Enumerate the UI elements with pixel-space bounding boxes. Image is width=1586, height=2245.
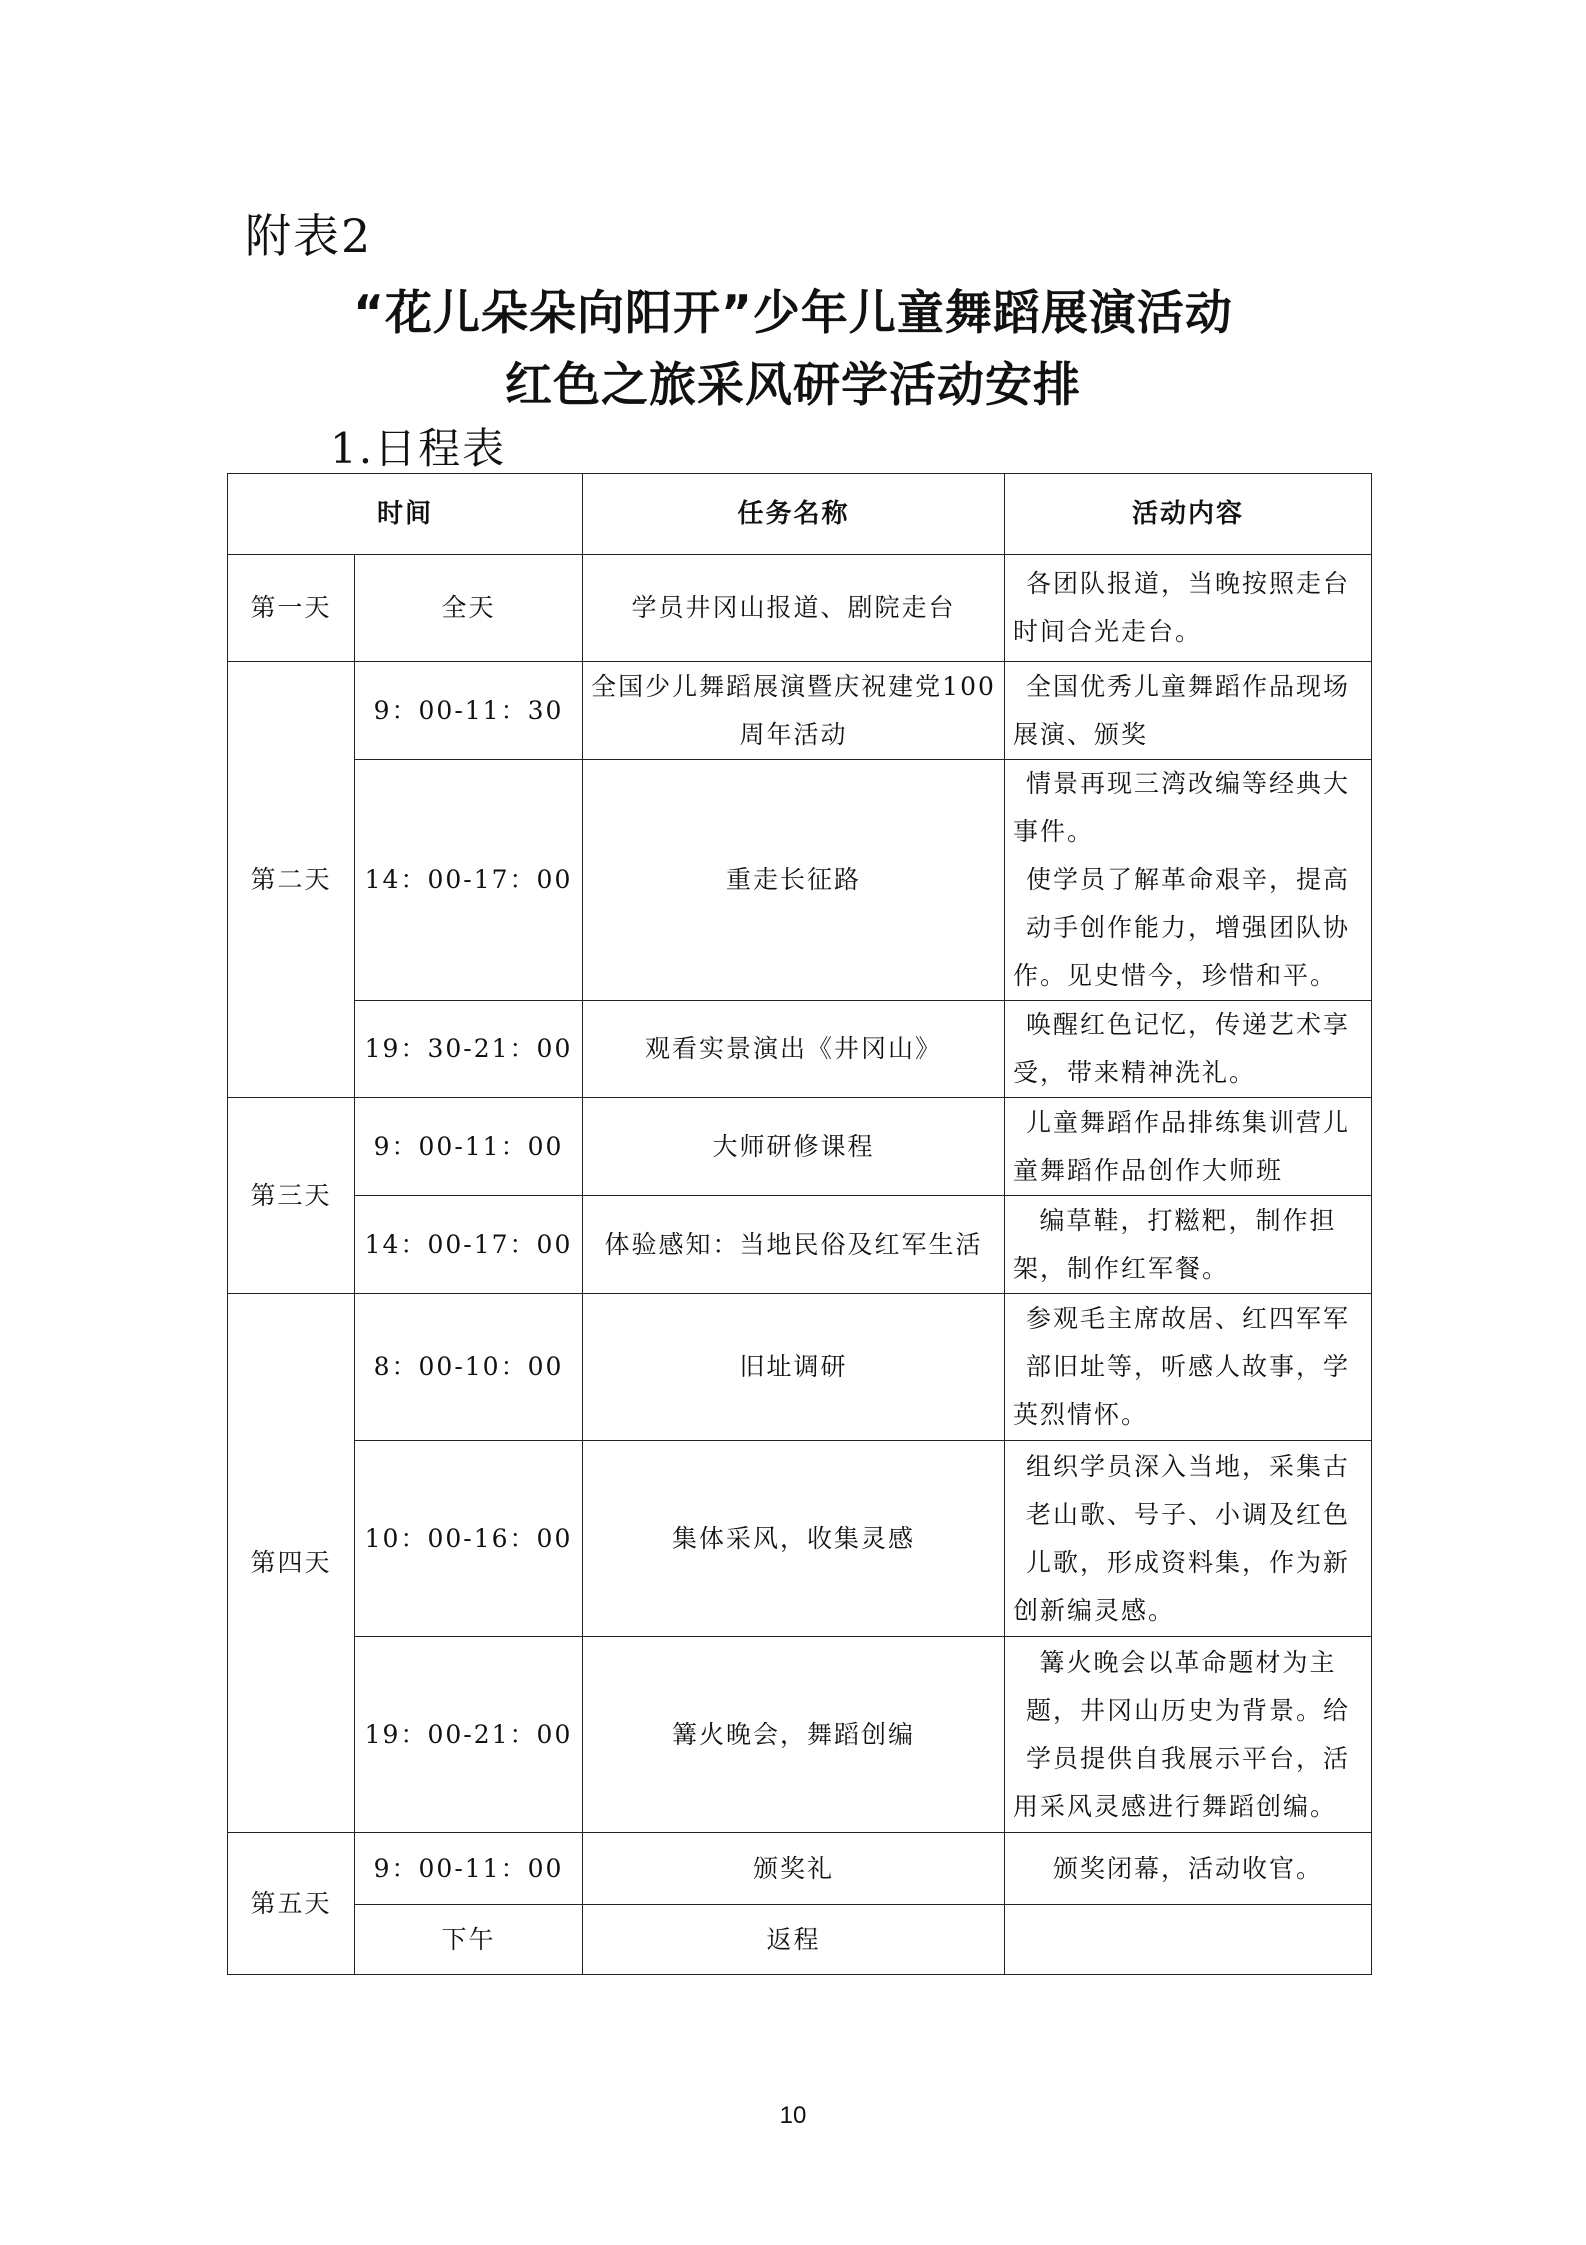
task-cell: 全国少儿舞蹈展演暨庆祝建党100周年活动 [583,662,1005,760]
day-label: 第一天 [228,555,355,662]
content-paragraph: 情景再现三湾改编等经典大事件。 [1013,769,1351,846]
content-cell: 各团队报道，当晚按照走台时间合光走台。 [1005,555,1372,662]
page-number: 10 [779,2102,807,2129]
task-cell: 返程 [583,1905,1005,1975]
task-cell: 学员井冈山报道、剧院走台 [583,555,1005,662]
table-row [228,1905,1372,1975]
time-cell: 下午 [355,1905,583,1975]
time-cell: 14：00-17：00 [355,760,583,1001]
header-time: 时间 [228,474,583,555]
task-cell: 篝火晚会，舞蹈创编 [583,1637,1005,1833]
content-cell: 编草鞋，打糍粑，制作担架，制作红军餐。 [1005,1196,1372,1294]
task-cell: 观看实景演出《井冈山》 [583,1001,1005,1098]
content-cell [1005,1905,1372,1975]
time-cell: 全天 [355,555,583,662]
table-row [228,1294,1372,1441]
day-label: 第三天 [228,1098,355,1294]
header-content: 活动内容 [1005,474,1372,555]
table-row [228,555,1372,662]
day-label: 第二天 [228,662,355,1098]
day-label: 第五天 [228,1833,355,1975]
day-label: 第四天 [228,1294,355,1833]
appendix-label: 附表2 [245,209,373,263]
table-row [228,1196,1372,1294]
time-cell: 19：00-21：00 [355,1637,583,1833]
task-cell: 大师研修课程 [583,1098,1005,1196]
table-row [228,1637,1372,1833]
table-row [228,1833,1372,1905]
task-cell: 颁奖礼 [583,1833,1005,1905]
table-header-row [228,474,1372,555]
document-title-line-2: 红色之旅采风研学活动安排 [505,358,1081,413]
time-cell: 14：00-17：00 [355,1196,583,1294]
task-cell: 集体采风，收集灵感 [583,1441,1005,1637]
time-cell: 10：00-16：00 [355,1441,583,1637]
task-cell: 旧址调研 [583,1294,1005,1441]
table-row [228,1441,1372,1637]
time-cell: 9：00-11：00 [355,1833,583,1905]
content-cell: 参观毛主席故居、红四军军部旧址等，听感人故事，学英烈情怀。 [1005,1294,1372,1441]
content-cell: 颁奖闭幕，活动收官。 [1005,1833,1372,1905]
time-cell: 9：00-11：00 [355,1098,583,1196]
content-cell: 组织学员深入当地，采集古老山歌、号子、小调及红色儿歌，形成资料集，作为新创新编灵感。 [1005,1441,1372,1637]
section-heading: 1.日程表 [330,424,507,473]
content-cell: 全国优秀儿童舞蹈作品现场展演、颁奖 [1005,662,1372,760]
content-cell [1005,760,1372,1001]
document-title-line-1: “花儿朵朵向阳开”少年儿童舞蹈展演活动 [353,286,1233,341]
content-cell: 儿童舞蹈作品排练集训营儿童舞蹈作品创作大师班 [1005,1098,1372,1196]
time-cell: 9：00-11：30 [355,662,583,760]
header-task: 任务名称 [583,474,1005,555]
schedule-table [227,473,1372,1975]
table-row [228,1001,1372,1098]
content-paragraph: 使学员了解革命艰辛，提高动手创作能力，增强团队协作。见史惜今，珍惜和平。 [1013,865,1351,990]
table-row [228,1098,1372,1196]
task-cell: 体验感知：当地民俗及红军生活 [583,1196,1005,1294]
table-row [228,760,1372,1001]
task-cell: 重走长征路 [583,760,1005,1001]
time-cell: 19：30-21：00 [355,1001,583,1098]
content-cell: 唤醒红色记忆，传递艺术享受，带来精神洗礼。 [1005,1001,1372,1098]
content-cell: 篝火晚会以革命题材为主题，井冈山历史为背景。给学员提供自我展示平台，活用采风灵感进行舞蹈创编。 [1005,1637,1372,1833]
table-row [228,662,1372,760]
time-cell: 8：00-10：00 [355,1294,583,1441]
